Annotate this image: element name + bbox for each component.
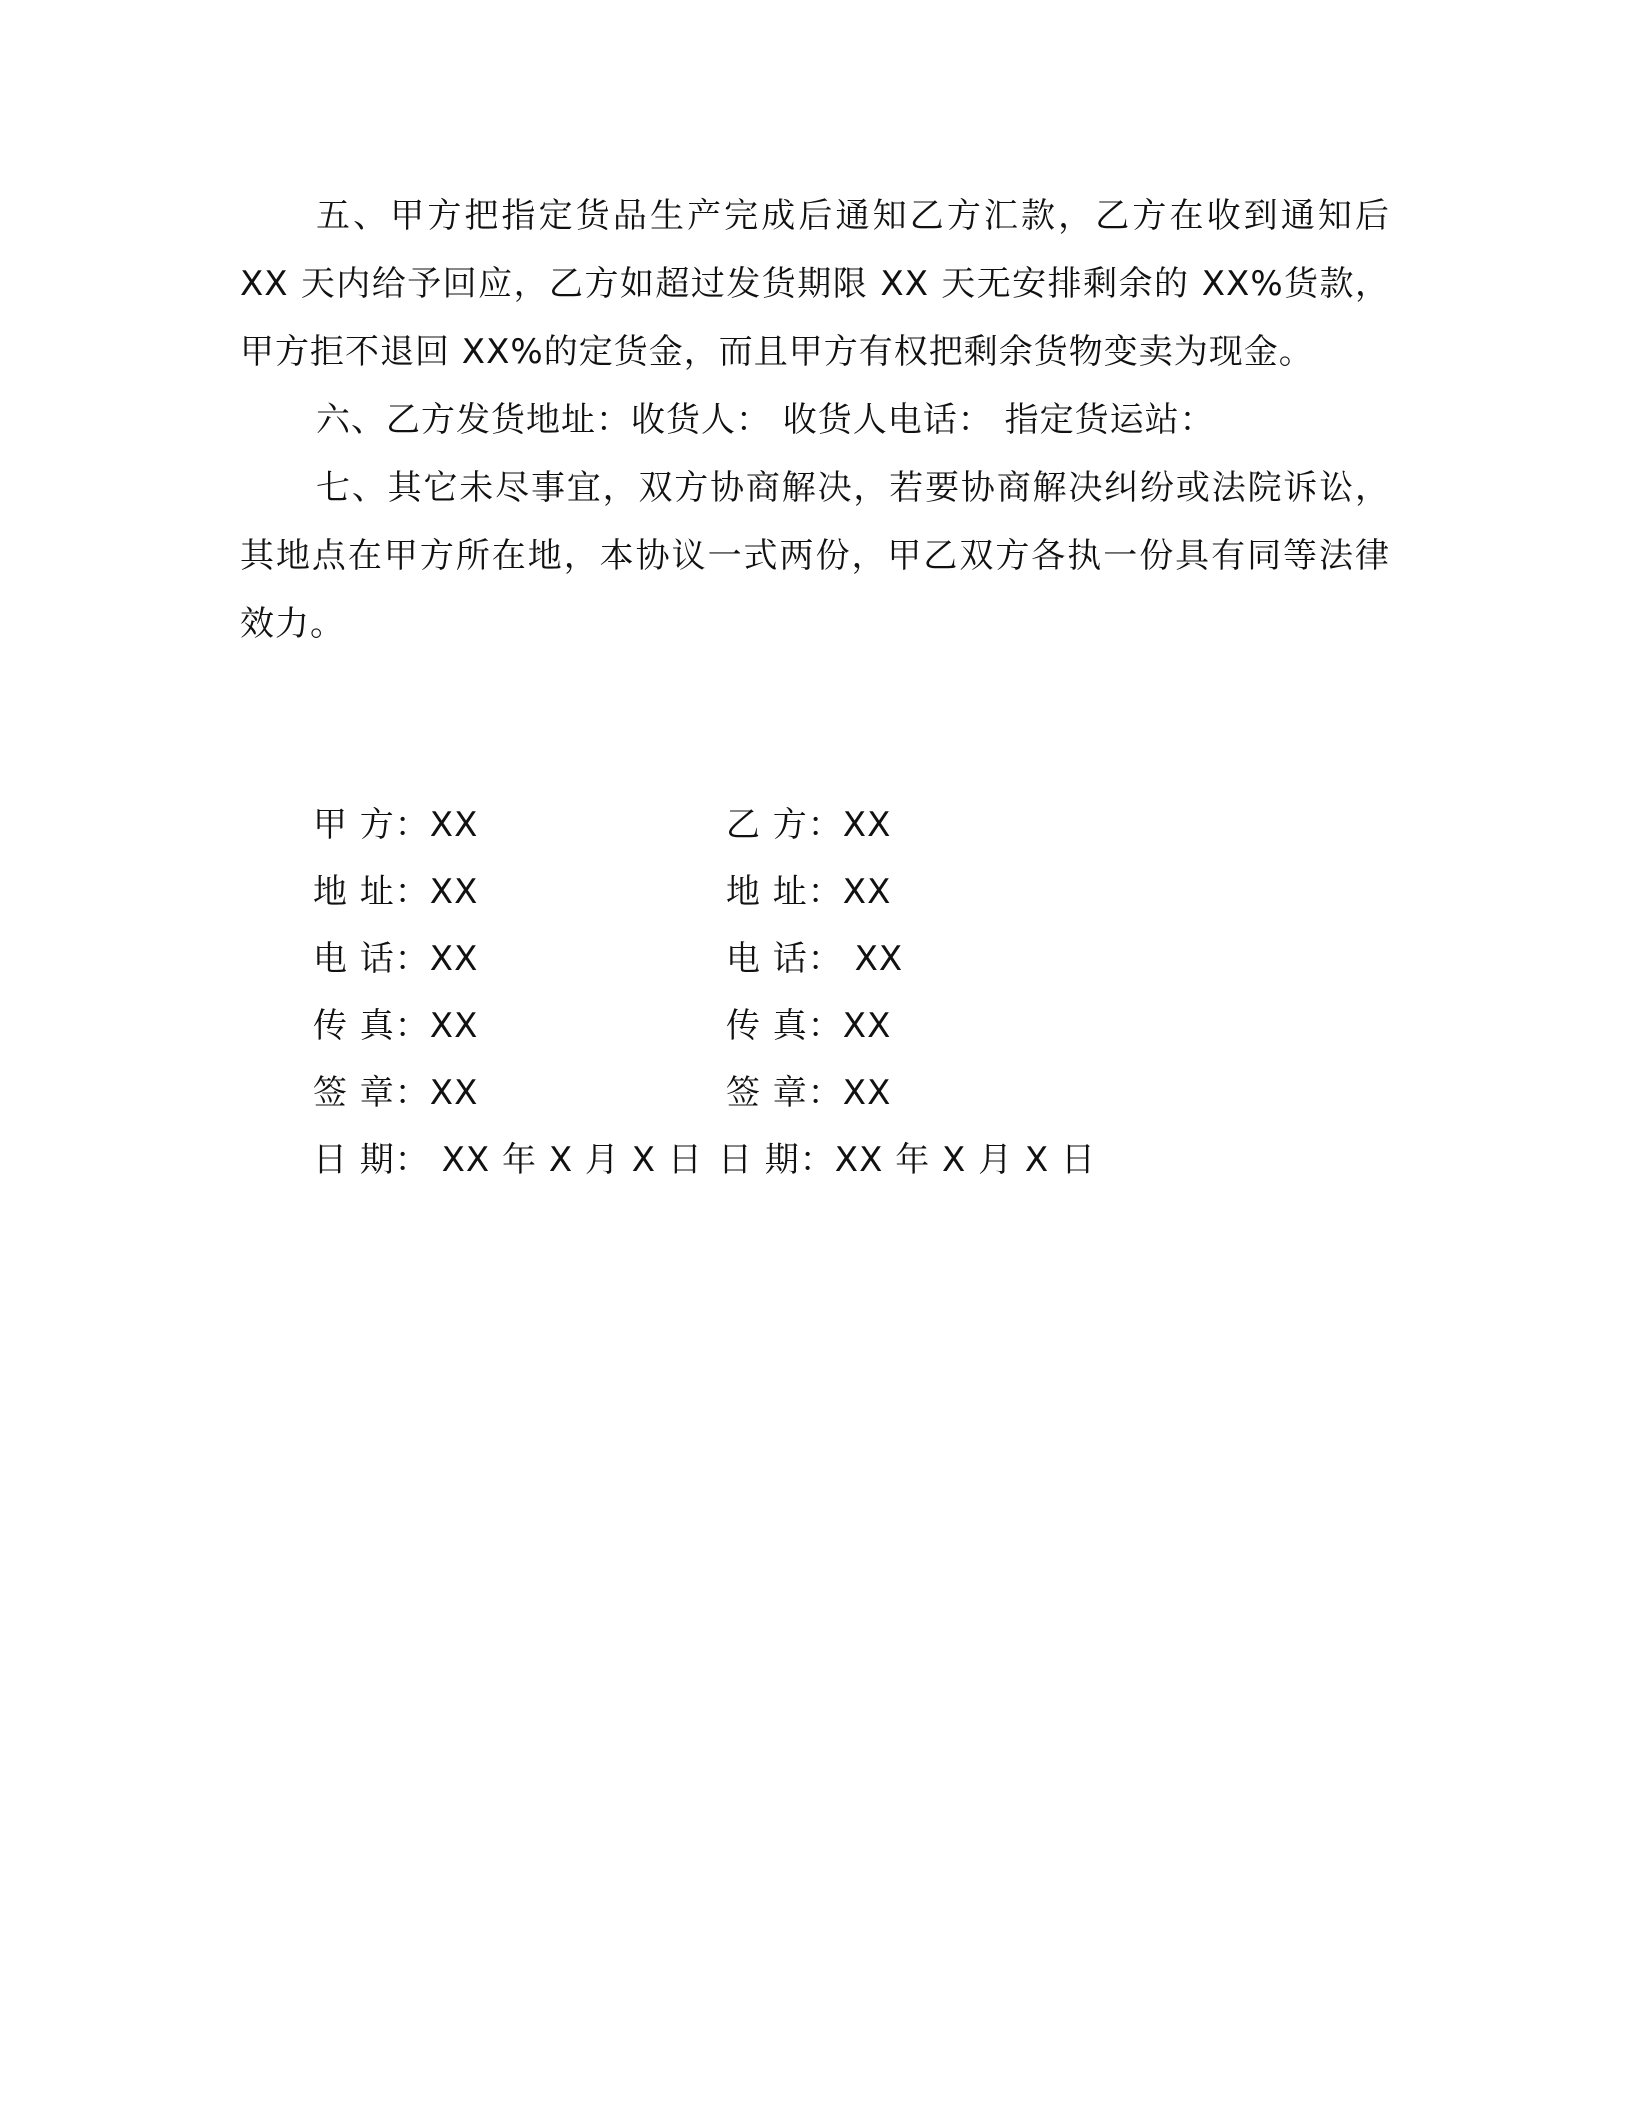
contract-clauses <box>240 182 1390 658</box>
clause-6: 六、乙方发货地址：收货人： 收货人电话： 指定货运站： <box>316 400 1215 440</box>
party-b-address: 地 址：XX <box>726 872 892 912</box>
party-a-name: 甲 方：XX <box>313 805 479 845</box>
party-a-phone: 电 话：XX <box>313 939 479 979</box>
signature-row-seal <box>0 1063 1632 1123</box>
party-b-phone: 电 话： XX <box>726 939 904 979</box>
party-a-seal: 签 章：XX <box>313 1073 479 1113</box>
party-a-fax: 传 真：XX <box>313 1006 479 1046</box>
clause-7: 七、其它未尽事宜，双方协商解决，若要协商解决纠纷或法院诉讼，其地点在甲方所在地，本协议一式两份，甲乙双方各执一份具有同等法律效力。 <box>240 468 1390 644</box>
party-b-date: 日 期：XX 年 X 月 X 日 <box>718 1140 1097 1180</box>
signature-row-address <box>0 862 1632 922</box>
signature-row-phone <box>0 929 1632 989</box>
signature-row-fax <box>0 996 1632 1056</box>
party-a-date: 日 期： XX 年 X 月 X 日 <box>313 1140 703 1180</box>
signature-row-party <box>0 795 1632 855</box>
party-b-fax: 传 真：XX <box>726 1006 892 1046</box>
signature-row-date <box>0 1130 1632 1190</box>
party-b-seal: 签 章：XX <box>726 1073 892 1113</box>
party-b-name: 乙 方：XX <box>726 805 892 845</box>
party-a-address: 地 址：XX <box>313 872 479 912</box>
clause-5: 五、甲方把指定货品生产完成后通知乙方汇款，乙方在收到通知后 XX 天内给予回应，乙方如超过发货期限 XX 天无安排剩余的 XX%货款，甲方拒不退回 XX%的定货金，而且甲方有权把剩余货物变卖为现金。 <box>240 196 1390 372</box>
